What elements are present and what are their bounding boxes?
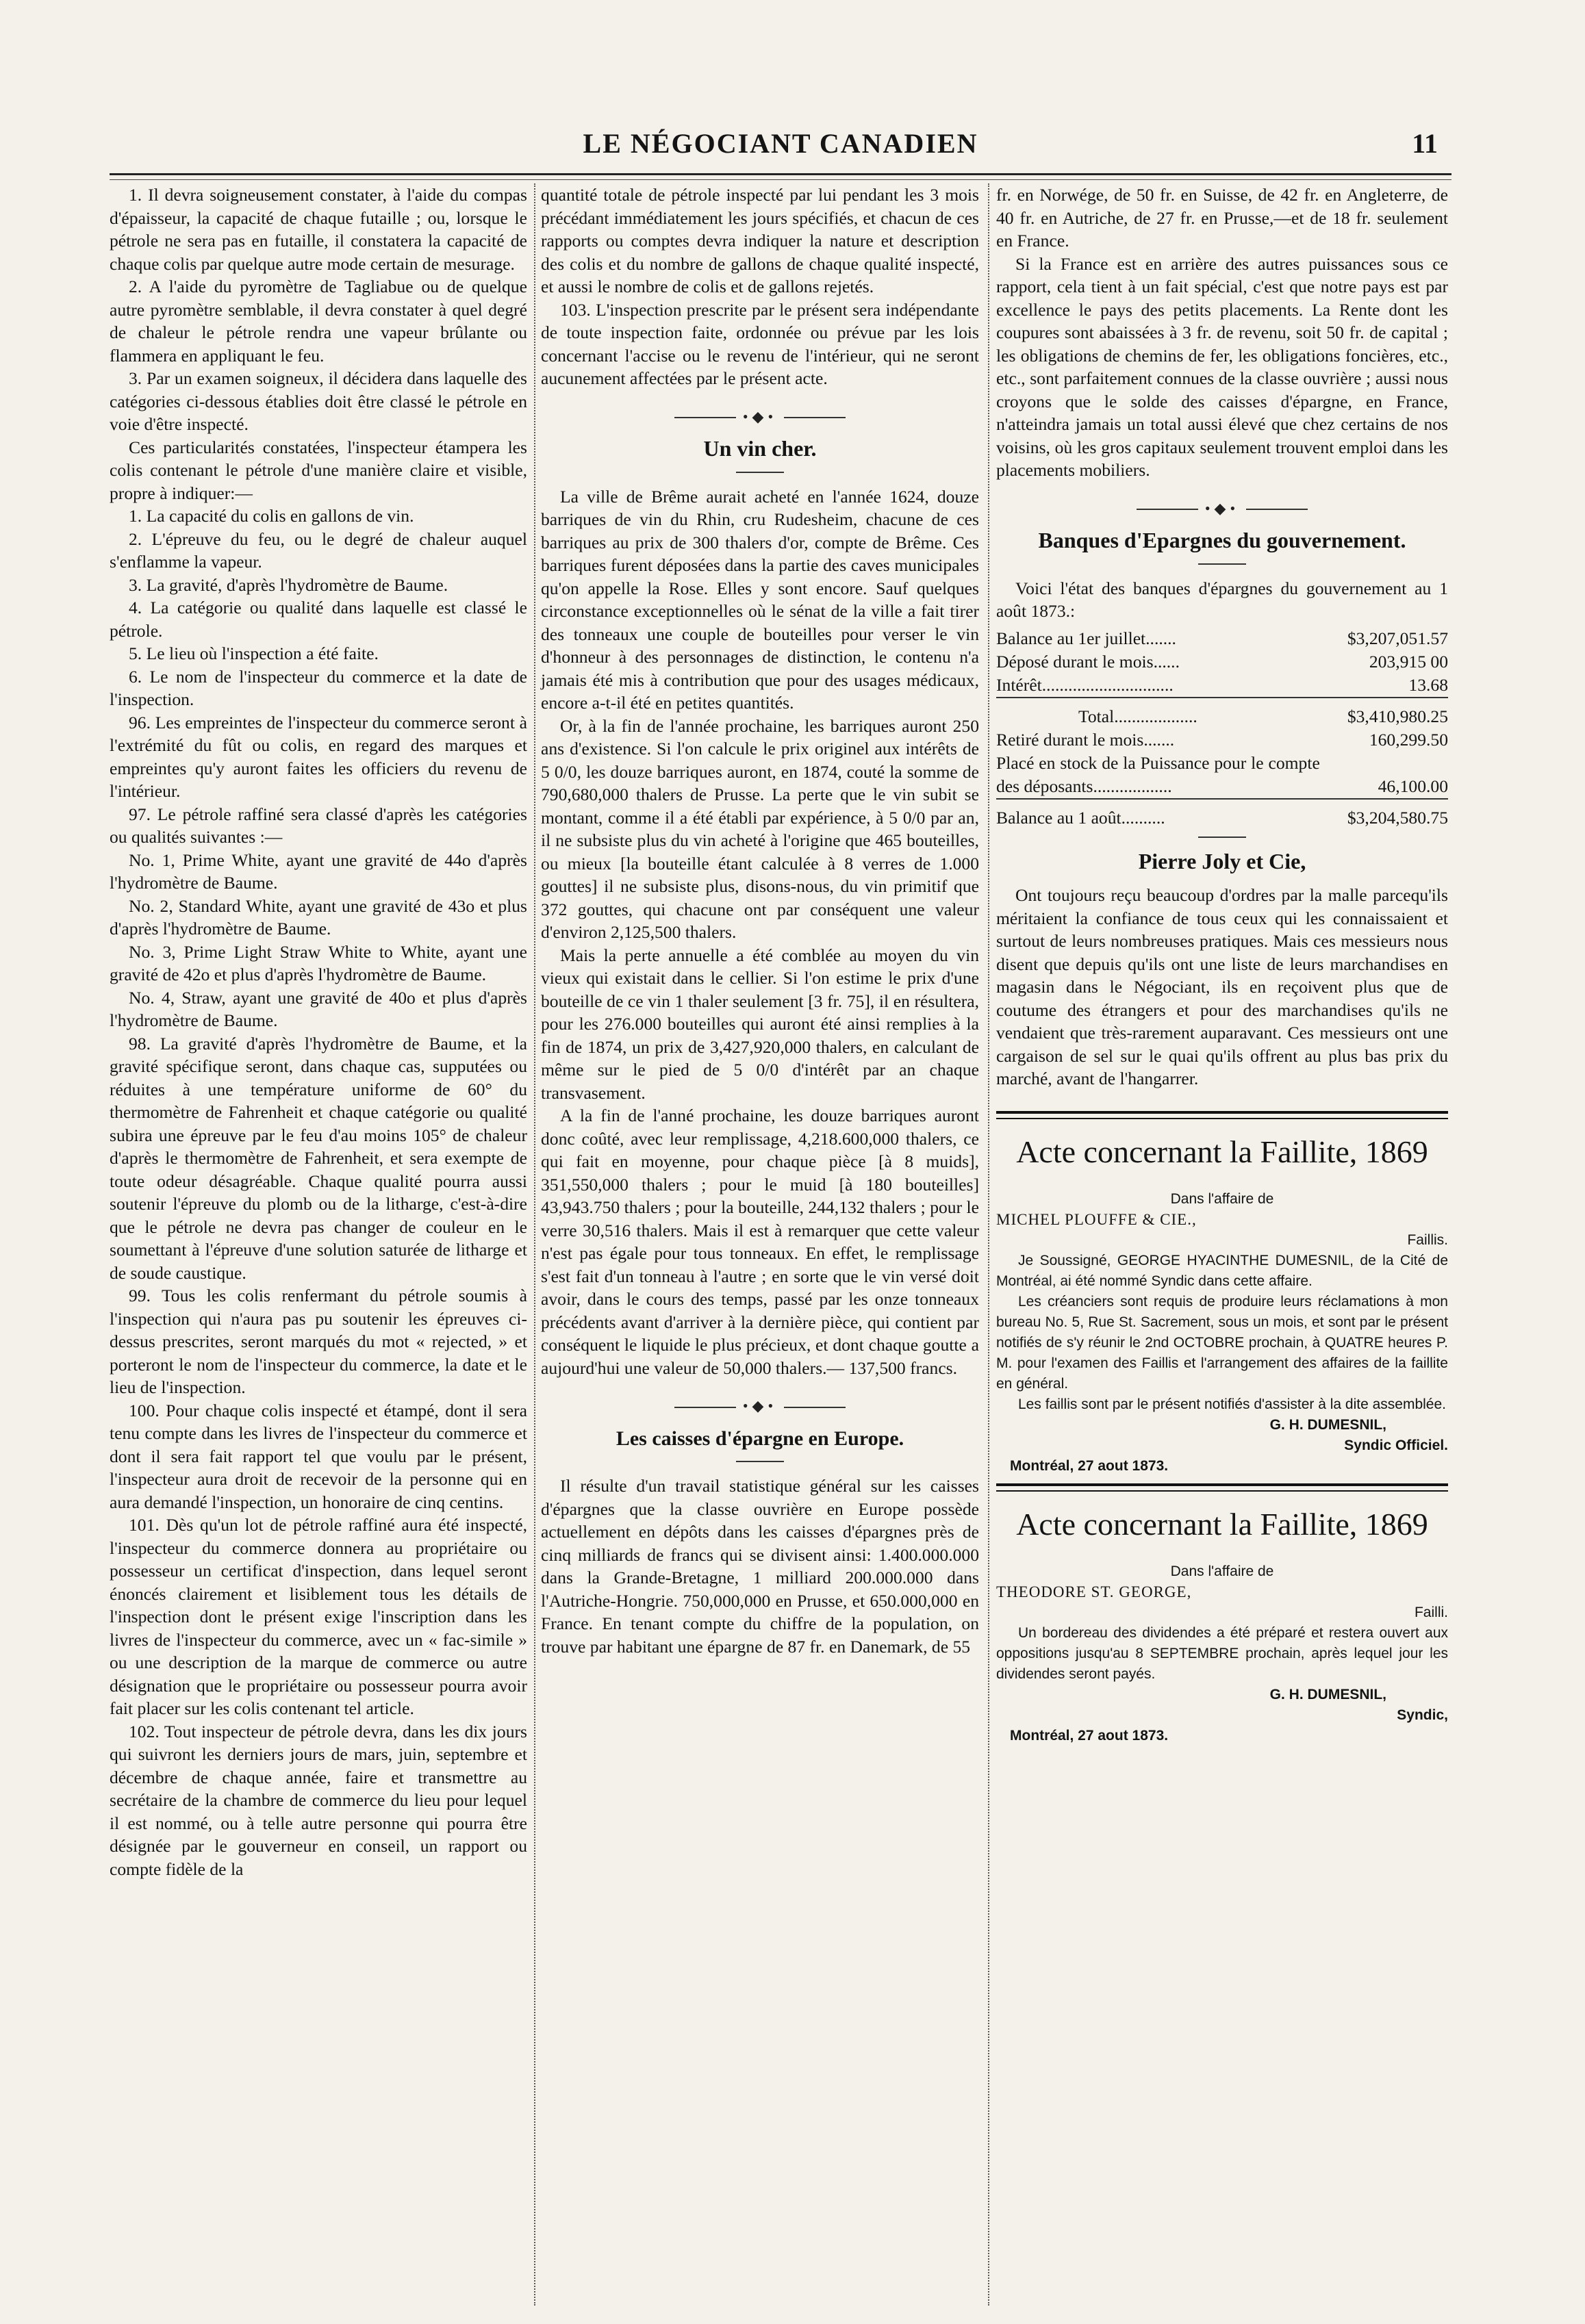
- notice-rule: [996, 1483, 1448, 1492]
- notice-paragraph: Les faillis sont par le présent notifiés d'assister à la dite assemblée.: [1018, 1396, 1446, 1412]
- ledger-amount: $3,207,051.57: [1347, 628, 1448, 648]
- paragraph: 96. Les empreintes de l'inspecteur du commerce seront à l'extrémité du fût ou colis, en regard des marques et empreintes qu'y auront faites les officiers du revenu de l'intérieur.: [110, 712, 527, 801]
- paragraph: 97. Le pétrole raffiné sera classé d'après les catégories ou qualités suivantes :—: [110, 804, 527, 847]
- section-ornament: •◆•: [541, 405, 979, 429]
- ledger-label: Retiré durant le mois.......: [996, 729, 1175, 750]
- notice-paragraph: Je Soussigné, GEORGE HYACINTHE DUMESNIL, de la Cité de Montréal, ai été nommé Syndic dans cette affaire.: [996, 1252, 1448, 1289]
- article-title: Banques d'Epargnes du gouvernement.: [1038, 528, 1406, 552]
- notice-status: Failli.: [1414, 1604, 1448, 1620]
- notice-status: Faillis.: [1407, 1231, 1448, 1248]
- paragraph: 99. Tous les colis renfermant du pétrole soumis à l'inspection qui n'aura pas pu soutenir les épreuves ci-dessus prescrites, seront marqués du mot « rejected, » et porteront le nom de l'inspecteur du commerce, la date et le lieu de l'inspection.: [110, 1286, 527, 1397]
- bankruptcy-notice: [996, 1561, 1448, 1746]
- notice-paragraph: Un bordereau des dividendes a été préparé et restera ouvert aux oppositions jusqu'au 8 SEPTEMBRE prochain, après lequel jour les dividendes seront payés.: [996, 1624, 1448, 1682]
- ledger-label: Balance au 1 août..........: [996, 799, 1347, 830]
- masthead-rule: [110, 173, 1451, 175]
- bankruptcy-notice: [996, 1189, 1448, 1477]
- paragraph: 98. La gravité d'après l'hydromètre de Baume, et la gravité spécifique seront, dans chaque cas, supputées ou réduites à une température uniforme de 60° du thermomètre de Fahrenheit et chaque catégorie ou qualité subira une épreuve par le feu d'au moins 105° de chaleur d'après le thermomètre de Fahrenheit, et sera exempte de toute odeur désagréable. Chaque qualité pourra aussi soutenir l'épreuve du plomb ou de la litharge, c'est-à-dire que le pétrole ne devra pas changer de couleur en le soumettant à l'épreuve d'une solution saturée de litharge et de soude caustique.: [110, 1033, 527, 1283]
- notice-rule: [996, 1111, 1448, 1119]
- ledger-row: [996, 627, 1448, 650]
- paragraph: 3. La gravité, d'après l'hydromètre de Baume.: [129, 574, 448, 595]
- paragraph: Ces particularités constatées, l'inspecteur étampera les colis contenant le pétrole d'une manière claire et visible, propre à indiquer:—: [110, 437, 527, 503]
- paragraph: 6. Le nom de l'inspecteur du commerce et la date de l'inspection.: [110, 666, 527, 709]
- paragraph: Ont toujours reçu beaucoup d'ordres par la malle parcequ'ils méritaient la confiance de tous ceux qui les connaissaient et surtout de leurs nombreuses pratiques. Mais ces messieurs nous disent que depuis qu'ils ont une liste de leurs marchandises en magasin dans le Négociant, ils en reçoivent plus que de coutume des étrangers et pour des marchandises qu'ils ne vendaient que très-rarement auparavant. Ces messieurs ont une cargaison de sel sur le quai qu'ils offrent au plus bas prix du marché, avant de l'hangarrer.: [996, 885, 1448, 1088]
- paragraph: 4. La catégorie ou qualité dans laquelle est classé le pétrole.: [110, 598, 527, 641]
- paragraph: 103. L'inspection prescrite par le présent sera indépendante de toute inspection faite, ordonnée ou prévue par les lois concernant l'accise ou le revenu de l'intérieur, qui ne seront aucunement affectées par le présent acte.: [541, 299, 979, 388]
- ledger-row: [996, 752, 1448, 799]
- ledger-label: Total...................: [996, 698, 1347, 728]
- ledger-amount: 46,100.00: [1378, 776, 1448, 796]
- section-ornament: •◆•: [541, 1394, 979, 1418]
- notice-date: Montréal, 27 aout 1873.: [1010, 1727, 1169, 1744]
- paragraph: quantité totale de pétrole inspecté par lui pendant les 3 mois précédant immédiatement les jours spécifiés, et chacun de ces rapports ou comptes devra indiquer la nature et description des colis et du nombre de gallons de chaque qualité inspecté, et aussi le nombre de colis et de gallons rejetés.: [541, 185, 979, 296]
- ledger-total-row: [996, 698, 1448, 728]
- paragraph: Si la France est en arrière des autres puissances sous ce rapport, cela tient à un fait spécial, c'est que notre pays est par excellence le pays des petits placements. La Rente dont les coupures sont abaissées à 3 fr. de revenu, soit 50 fr. de capital ; les obligations de chemins de fer, les obligations foncières, etc., etc., sont parfaitement connues de la classe ouvrière ; aussi nous croyons que le solde des caisses d'épargne, en France, n'atteindra jamais un total aussi élevé que chez certains de nos voisins, où les gros capitaux seulement trouvent emploi dans les placements mobiliers.: [996, 253, 1448, 480]
- notice-caption: Dans l'affaire de: [1170, 1563, 1274, 1579]
- column-separator: [988, 183, 989, 2306]
- notice-title: Acte concernant la Faillite, 1869: [1016, 1506, 1428, 1542]
- notice-role: Syndic,: [1397, 1707, 1448, 1723]
- notice-signature: G. H. DUMESNIL,: [1269, 1686, 1386, 1702]
- paragraph: Voici l'état des banques d'épargnes du gouvernement au 1 août 1873.:: [996, 578, 1448, 621]
- notice-signature: G. H. DUMESNIL,: [1269, 1416, 1386, 1433]
- paragraph: Or, à la fin de l'année prochaine, les barriques auront 250 ans d'existence. Si l'on calcule le prix originel aux intérêts de 5 0/0, les douze barriques auront, en 1874, couté la somme de 790,680,000 thalers de Prusse. La perte que le vin subit se montant, comme il a été établi par expérience, à 5 0/0 par an, il ne subsiste plus du vin acheté à l'origine que 465 bouteilles, ou mieux [la bouteille étant calculée à 8 verres de 1.000 gouttes] il ne subsiste plus, disons-nous, du vin primitif que 372 gouttes, qui chacune ont par conséquent une valeur d'environ 2,125,500 thalers.: [541, 715, 979, 942]
- notice-date: Montréal, 27 aout 1873.: [1010, 1457, 1169, 1474]
- paragraph: 5. Le lieu où l'inspection a été faite.: [129, 643, 379, 663]
- article-title: Pierre Joly et Cie,: [1138, 848, 1306, 873]
- paragraph: La ville de Brême aurait acheté en l'année 1624, douze barriques de vin du Rhin, cru Rudesheim, chacune de ces barriques au prix de 300 thalers d'or, compte de Brême. Ces barriques furent déposées dans la partie des caves municipales qu'on appelle la Rose. Elles y sont encore. Sauf quelques circonstance exceptionnelles où le sénat de la ville a fait tirer des tonneaux une couple de bouteilles pour verser le vin d'honneur à des personnages de distinction, le contenu n'a jamais été mis à contribution que pour des usages médicaux, encore a-t-il été en petites quantités.: [541, 486, 979, 713]
- ledger-amount: 160,299.50: [1369, 729, 1448, 750]
- masthead: [110, 123, 1451, 171]
- notice-caption: Dans l'affaire de: [1170, 1190, 1274, 1207]
- notice-title: Acte concernant la Faillite, 1869: [1016, 1134, 1428, 1169]
- notice-debtor: THEODORE ST. GEORGE,: [996, 1583, 1192, 1600]
- title-rule: [736, 1461, 784, 1462]
- savings-bank-statement: [996, 627, 1448, 830]
- paragraph: 101. Dès qu'un lot de pétrole raffiné aura été inspecté, l'inspecteur du commerce donnera au propriétaire ou possesseur un certificat d'inspection, dans lequel seront énoncés clairement et lisiblement tous les détails de l'inspection dont le présent exige l'inscription dans les livres de l'inspecteur du commerce, avec un « fac-simile » ou une description de la marque de commerce ou autre désignation que le propriétaire ou possesseur pourra avoir fait placer sur les colis contenant tel article.: [110, 1515, 527, 1718]
- masthead-rule-thin: [110, 179, 1451, 180]
- paragraph: Mais la perte annuelle a été comblée au moyen du vin vieux qui existait dans le cellier. Si l'on estime le prix d'une bouteille de ce vin 1 thaler seulement [3 fr. 75], il en résultera, pour les 276.000 bouteilles qui auront été ainsi remplies à la fin de 1874, un prix de 3,427,920,000 thalers, en calculant de même sur le pied de 5 0/0 d'intérêt par an chaque transvasement.: [541, 945, 979, 1103]
- notice-role: Syndic Officiel.: [1344, 1437, 1448, 1453]
- paragraph: No. 1, Prime White, ayant une gravité de 44o d'après l'hydromètre de Baume.: [110, 850, 527, 893]
- ledger-amount: 13.68: [1408, 674, 1448, 695]
- paragraph: 2. L'épreuve du feu, ou le degré de chaleur auquel s'enflamme la vapeur.: [110, 528, 527, 572]
- ledger-label: Balance au 1er juillet.......: [996, 628, 1176, 648]
- paragraph: 1. Il devra soigneusement constater, à l'aide du compas d'épaisseur, la capacité de chaque futaille ; ou, lorsque le pétrole ne sera pas en futaille, il constatera la capacité de chaque colis par quelque autre mode certain de mesurage.: [110, 185, 527, 274]
- paragraph: 3. Par un examen soigneux, il décidera dans laquelle des catégories ci-dessous établies doit être classé le pétrole en voie d'être inspecté.: [110, 368, 527, 434]
- article-title: Les caisses d'épargne en Europe.: [616, 1427, 904, 1450]
- article-title: Un vin cher.: [703, 436, 817, 461]
- ledger-row: [996, 650, 1448, 674]
- title-rule: [1198, 563, 1246, 565]
- ledger-amount: $3,204,580.75: [1347, 799, 1448, 830]
- notice-paragraph: Les créanciers sont requis de produire leurs réclamations à mon bureau No. 5, Rue St. Sacrement, sous un mois, et sont par le présent notifiés de s'y réunir le 2nd OCTOBRE prochain, à QUATRE heures P. M. pour l'examen des Faillis et l'arrangement des affaires de la faillite en général.: [996, 1293, 1448, 1392]
- paragraph: 1. La capacité du colis en gallons de vin.: [129, 506, 414, 526]
- ledger-label: Déposé durant le mois......: [996, 651, 1180, 672]
- column-2: [541, 183, 979, 1658]
- ledger-final-row: [996, 799, 1448, 830]
- page-number: 11: [1412, 128, 1438, 159]
- ledger-label: Intérêt..............................: [996, 674, 1174, 695]
- paragraph: No. 3, Prime Light Straw White to White, ayant une gravité de 42o et plus d'après l'hydromètre de Baume.: [110, 941, 527, 984]
- paragraph: fr. en Norwége, de 50 fr. en Suisse, de 42 fr. en Angleterre, de 40 fr. en Autriche, de 27 fr. en Prusse,—et de 18 fr. seulement en France.: [996, 185, 1448, 251]
- ledger-amount: 203,915 00: [1369, 651, 1448, 672]
- section-ornament: •◆•: [996, 497, 1448, 520]
- ledger-amount: $3,410,980.25: [1347, 698, 1448, 728]
- paragraph: 2. A l'aide du pyromètre de Tagliabue ou de quelque autre pyromètre semblable, il devra constater à quel degré de chaleur le pétrole rendra une vapeur brûlante ou flammera en appliquant le feu.: [110, 277, 527, 366]
- ledger-row: [996, 674, 1448, 698]
- title-rule: [736, 472, 784, 473]
- column-3: [996, 183, 1448, 1746]
- paragraph: No. 4, Straw, ayant une gravité de 40o et plus d'après l'hydromètre de Baume.: [110, 987, 527, 1030]
- column-1: [110, 183, 527, 1880]
- newspaper-title: LE NÉGOCIANT CANADIEN: [583, 128, 978, 159]
- ledger-row: [996, 728, 1448, 752]
- paragraph: 102. Tout inspecteur de pétrole devra, dans les dix jours qui suivront les derniers jours de mars, juin, septembre et décembre de chaque année, faire et transmettre au secrétaire de la chambre de commerce du lieu pour lequel il est nommé, ou à telle autre personne qui pourra être désignée par le gouverneur en conseil, un rapport ou compte fidèle de la: [110, 1721, 527, 1879]
- paragraph: Il résulte d'un travail statistique général sur les caisses d'épargnes que la classe ouvrière en Europe possède actuellement en dépôts dans les caisses d'épargnes près de cinq milliards de francs qui se divisent ainsi: 1.400.000.000 dans la Grande-Bretagne, 1 milliard 200.000.000 dans l'Autriche-Hongrie. 750,000,000 en Prusse, et 650.000,000 en France. En tenant compte du chiffre de la population, on trouve par habitant une épargne de 87 fr. en Danemark, de 55: [541, 1476, 979, 1657]
- paragraph: 100. Pour chaque colis inspecté et étampé, dont il sera tenu compte dans les livres de l'inspecteur du commerce et dont il sera fait rapport tel que voulu par le présent, l'inspecteur aura droit de recevoir de la personne qui en aura demandé l'inspection, un honoraire de cinq centins.: [110, 1400, 527, 1512]
- title-rule: [1198, 837, 1246, 838]
- notice-debtor: MICHEL PLOUFFE & CIE.,: [996, 1210, 1197, 1228]
- ledger-label: Placé en stock de la Puissance pour le compte des déposants..................: [996, 752, 1320, 796]
- paragraph: A la fin de l'anné prochaine, les douze barriques auront donc coûté, avec leur remplissage, 4,218.600,000 thalers, ce qui fait en moyenne, pour chaque pièce [à 8 muids], 351,550,000 thalers ; pour le muid [à 180 bouteilles] 43,943.750 thalers ; pour la bouteille, 244,132 thalers ; pour le verre 30,516 thalers. Mais il est à remarquer que cette valeur n'est pas égale pour tous tonneaux. En effet, le remplissage s'est fait d'un tonneau à l'autre ; en sorte que le vin versé doit avoir, dans le cours des temps, passé par les onze tonneaux précédents avant d'arriver à la dernière pièce, qui contient par conséquent le liquide le plus précieux, et dont chaque goutte a aujourd'hui une valeur de 50,000 thalers.— 137,500 francs.: [541, 1106, 979, 1378]
- column-separator: [534, 183, 535, 2306]
- paragraph: No. 2, Standard White, ayant une gravité de 43o et plus d'après l'hydromètre de Baume.: [110, 895, 527, 938]
